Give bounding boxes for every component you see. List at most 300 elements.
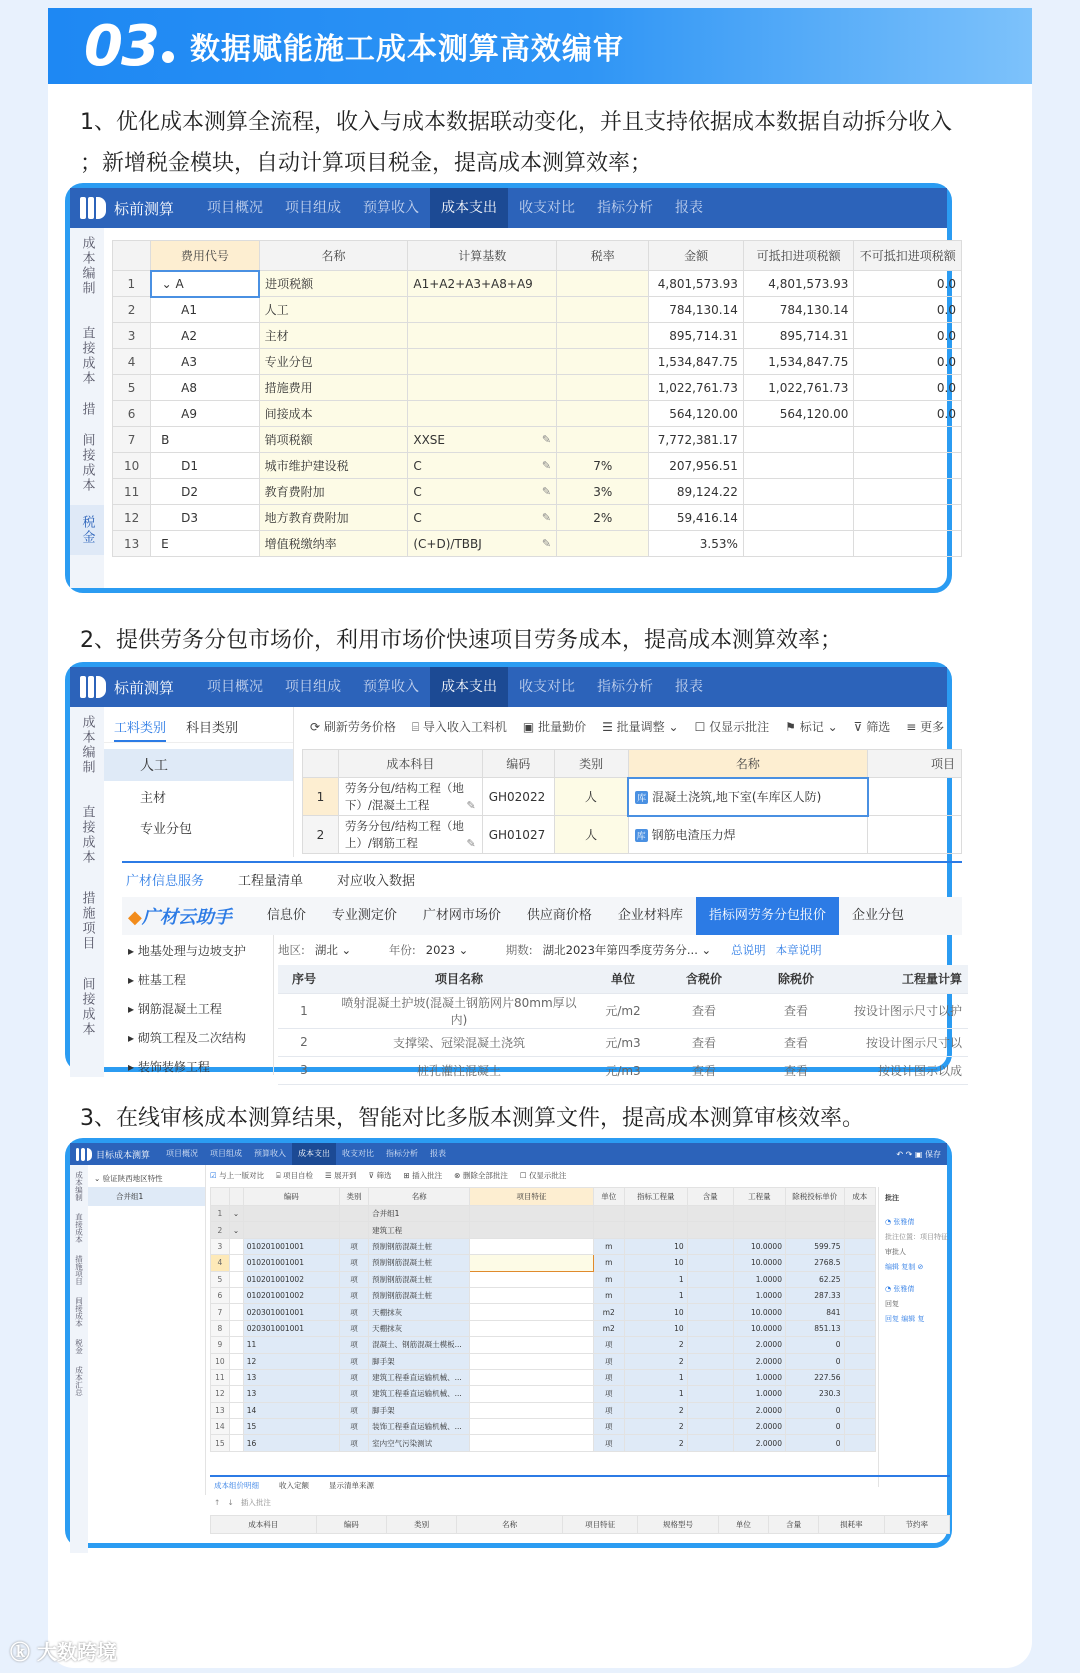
cell[interactable]: 2: [624, 1337, 687, 1353]
cell[interactable]: m: [593, 1287, 624, 1303]
cell-rate[interactable]: 3%: [557, 479, 649, 505]
cell[interactable]: [470, 1271, 593, 1287]
cell-name[interactable]: 专业分包: [259, 349, 408, 375]
edit-icon[interactable]: ✎: [541, 432, 552, 446]
cell[interactable]: [624, 1206, 687, 1222]
cell-deductible[interactable]: [743, 505, 854, 531]
cell[interactable]: 项: [339, 1287, 368, 1303]
side-cost-edit[interactable]: 成本编制: [79, 715, 95, 775]
cell[interactable]: [687, 1222, 733, 1238]
expand-icon[interactable]: [229, 1369, 243, 1385]
cell[interactable]: 010201001001: [243, 1238, 339, 1254]
cell-subject[interactable]: [338, 778, 482, 816]
cell[interactable]: 项: [339, 1320, 368, 1336]
up-icon[interactable]: ↑: [214, 1498, 221, 1507]
cell-rate[interactable]: [557, 427, 649, 453]
cell[interactable]: [844, 1287, 875, 1303]
table-row[interactable]: [113, 479, 962, 505]
cell[interactable]: 室内空气污染测试: [369, 1435, 470, 1451]
table-row[interactable]: [113, 349, 962, 375]
table-row[interactable]: [211, 1304, 876, 1320]
gc-tab[interactable]: 信息价: [266, 908, 306, 923]
table-row[interactable]: [211, 1353, 876, 1369]
filter-button[interactable]: ⊽ 筛选: [853, 719, 891, 734]
cell[interactable]: 项: [339, 1435, 368, 1451]
cell-nondeductible[interactable]: 0.0: [854, 323, 962, 349]
edit-icon[interactable]: ✎: [541, 458, 552, 472]
region-select[interactable]: 湖北 ⌄: [314, 943, 352, 957]
cell[interactable]: 0: [785, 1353, 844, 1369]
cell[interactable]: m2: [593, 1304, 624, 1320]
tab-bill[interactable]: 工程量清单: [238, 873, 304, 889]
cell-deductible[interactable]: 564,120.00: [743, 401, 854, 427]
cell[interactable]: [687, 1271, 733, 1287]
cell-name[interactable]: 间接成本: [259, 401, 408, 427]
side-tax[interactable]: 税金: [70, 505, 104, 555]
cell-code[interactable]: [151, 505, 260, 531]
cell[interactable]: [733, 1222, 785, 1238]
tree-item[interactable]: [122, 993, 273, 1022]
comment-edit-link[interactable]: 编辑: [885, 1263, 899, 1271]
cell[interactable]: 1: [624, 1287, 687, 1303]
cell[interactable]: 020301001001: [243, 1304, 339, 1320]
cell[interactable]: [844, 1386, 875, 1402]
cell[interactable]: [687, 1386, 733, 1402]
cell[interactable]: [470, 1386, 593, 1402]
cell[interactable]: [593, 1222, 624, 1238]
expand-icon[interactable]: [229, 1304, 243, 1320]
table-row[interactable]: [211, 1238, 876, 1254]
cell-deductible[interactable]: [743, 479, 854, 505]
gc-tab[interactable]: 企业材料库: [617, 908, 683, 923]
down-icon[interactable]: ↓: [227, 1498, 234, 1507]
cell[interactable]: m2: [593, 1320, 624, 1336]
cell[interactable]: m: [593, 1238, 624, 1254]
cell[interactable]: 脚手架: [369, 1353, 470, 1369]
cell[interactable]: 599.75: [785, 1238, 844, 1254]
cell[interactable]: 841: [785, 1304, 844, 1320]
year-select[interactable]: 2023 ⌄: [425, 943, 469, 957]
edit-icon[interactable]: ✎: [541, 510, 552, 524]
cell-deductible[interactable]: [743, 427, 854, 453]
cell[interactable]: 项: [339, 1402, 368, 1418]
cell[interactable]: [687, 1353, 733, 1369]
cell[interactable]: 230.3: [785, 1386, 844, 1402]
expand-icon[interactable]: [229, 1386, 243, 1402]
cell[interactable]: 10.0000: [733, 1304, 785, 1320]
table-row[interactable]: [211, 1402, 876, 1418]
category-material[interactable]: 主材: [140, 791, 167, 806]
nav-report[interactable]: 报表: [675, 679, 704, 695]
cell-rate[interactable]: [557, 375, 649, 401]
reply-copy-link[interactable]: 复: [917, 1315, 925, 1323]
cell[interactable]: 13: [243, 1369, 339, 1385]
cell-rate[interactable]: [557, 401, 649, 427]
toolbar-item[interactable]: [403, 1170, 442, 1181]
cell[interactable]: 2: [624, 1435, 687, 1451]
cell-code[interactable]: [151, 271, 260, 297]
cell-nondeductible[interactable]: [854, 479, 962, 505]
cell-nondeductible[interactable]: 0.0: [854, 271, 962, 297]
table-row[interactable]: [303, 778, 962, 816]
nav-item[interactable]: 指标分析: [386, 1149, 419, 1158]
side-item[interactable]: 成本汇总: [74, 1366, 84, 1396]
cell-nondeductible[interactable]: [854, 427, 962, 453]
cell[interactable]: [470, 1435, 593, 1451]
expand-icon[interactable]: [229, 1320, 243, 1336]
nav-item[interactable]: 项目概况: [166, 1149, 199, 1158]
cell[interactable]: [785, 1206, 844, 1222]
cell-nondeductible[interactable]: [854, 505, 962, 531]
cell-project[interactable]: [868, 778, 962, 816]
table-row[interactable]: [113, 375, 962, 401]
cell-base[interactable]: [408, 297, 557, 323]
cell[interactable]: 项: [339, 1337, 368, 1353]
cell[interactable]: 2.0000: [733, 1353, 785, 1369]
cell[interactable]: m: [593, 1271, 624, 1287]
cell[interactable]: [470, 1255, 593, 1271]
nav-item[interactable]: 成本支出: [292, 1143, 336, 1165]
cell[interactable]: 建筑工程垂直运输机械、...: [369, 1386, 470, 1402]
cell[interactable]: [844, 1337, 875, 1353]
reply-edit-link[interactable]: 编辑: [901, 1315, 916, 1323]
cell[interactable]: 2.0000: [733, 1419, 785, 1435]
table-row[interactable]: [113, 297, 962, 323]
expand-icon[interactable]: [229, 1337, 243, 1353]
more-button[interactable]: ≡ 更多: [906, 719, 945, 734]
side-measure[interactable]: 措: [79, 402, 95, 417]
cell-rate[interactable]: [557, 297, 649, 323]
nav-item[interactable]: 预算收入: [254, 1149, 287, 1158]
table-row[interactable]: [113, 401, 962, 427]
cell[interactable]: 10: [624, 1238, 687, 1254]
side-cost-edit[interactable]: 成本编制: [79, 236, 95, 296]
toolbar-item[interactable]: [210, 1170, 264, 1181]
tab-subject-category[interactable]: 科目类别: [186, 721, 239, 736]
cell[interactable]: [339, 1222, 368, 1238]
cell-deductible[interactable]: 895,714.31: [743, 323, 854, 349]
cell-name[interactable]: 进项税额: [259, 271, 408, 297]
cell[interactable]: 项: [593, 1435, 624, 1451]
cell-nondeductible[interactable]: 0.0: [854, 401, 962, 427]
table-row[interactable]: [113, 453, 962, 479]
cell-amount[interactable]: 895,714.31: [649, 323, 743, 349]
cell[interactable]: [844, 1435, 875, 1451]
expand-icon[interactable]: [229, 1287, 243, 1303]
cell-code[interactable]: [151, 375, 260, 401]
chapter-desc-link[interactable]: 本章说明: [775, 943, 822, 957]
cell[interactable]: 脚手架: [369, 1402, 470, 1418]
cell[interactable]: 预制钢筋混凝土桩: [369, 1271, 470, 1287]
edit-icon[interactable]: ✎: [466, 798, 476, 812]
cell[interactable]: 1: [624, 1369, 687, 1385]
cell[interactable]: 项: [593, 1337, 624, 1353]
cell-base[interactable]: [408, 531, 557, 557]
cell[interactable]: [470, 1353, 593, 1369]
cell[interactable]: [624, 1222, 687, 1238]
cell-rate[interactable]: 7%: [557, 453, 649, 479]
view-notax-price-link[interactable]: 查看: [750, 993, 842, 1028]
category-labor[interactable]: 人工: [104, 749, 293, 781]
cell[interactable]: 预制钢筋混凝土桩: [369, 1238, 470, 1254]
cell[interactable]: [687, 1320, 733, 1336]
expand-icon[interactable]: ⌄: [229, 1222, 243, 1238]
tree-root[interactable]: ⌄ 验证陕西地区特性: [94, 1174, 163, 1183]
nav-indicator[interactable]: 指标分析: [597, 200, 654, 216]
cell-subject[interactable]: [338, 816, 482, 854]
gc-tab[interactable]: 广材网市场价: [422, 908, 501, 923]
cell-code[interactable]: [151, 401, 260, 427]
cell[interactable]: [470, 1222, 593, 1238]
cell-base[interactable]: [408, 375, 557, 401]
gc-tab[interactable]: 专业测定价: [331, 908, 397, 923]
nav-report[interactable]: 报表: [675, 200, 704, 216]
table-row[interactable]: [113, 271, 962, 297]
expand-icon[interactable]: [229, 1238, 243, 1254]
nav-overview[interactable]: 项目概况: [207, 679, 264, 695]
toolbar-item[interactable]: [454, 1170, 508, 1181]
cell-name[interactable]: [628, 778, 868, 816]
cell[interactable]: 2.0000: [733, 1435, 785, 1451]
toolbar-item[interactable]: [369, 1170, 392, 1181]
tree-item[interactable]: [122, 964, 273, 993]
table-row[interactable]: [278, 1056, 968, 1084]
cell[interactable]: 62.25: [785, 1271, 844, 1287]
edit-icon[interactable]: ✎: [466, 836, 476, 850]
cell[interactable]: 13: [243, 1386, 339, 1402]
cell[interactable]: 0: [785, 1435, 844, 1451]
cell[interactable]: 预制钢筋混凝土桩: [369, 1255, 470, 1271]
cell-base[interactable]: [408, 323, 557, 349]
cell-amount[interactable]: 1,022,761.73: [649, 375, 743, 401]
cell-code[interactable]: [151, 323, 260, 349]
cell-name[interactable]: 销项税额: [259, 427, 408, 453]
refresh-labor-price-button[interactable]: ⟳ 刷新劳务价格: [310, 719, 396, 734]
cell[interactable]: 预制钢筋混凝土桩: [369, 1287, 470, 1303]
tree-item[interactable]: [122, 935, 273, 964]
cell-rate[interactable]: [557, 323, 649, 349]
cell-amount[interactable]: 1,534,847.75: [649, 349, 743, 375]
cell[interactable]: 10.0000: [733, 1255, 785, 1271]
cell-base[interactable]: [408, 453, 557, 479]
cell[interactable]: [243, 1222, 339, 1238]
cell[interactable]: 项: [339, 1353, 368, 1369]
cell[interactable]: m: [593, 1255, 624, 1271]
side-indirect-cost[interactable]: 间接成本: [79, 977, 95, 1037]
side-item[interactable]: 直接成本: [74, 1213, 84, 1243]
cell[interactable]: [844, 1353, 875, 1369]
cell[interactable]: 227.56: [785, 1369, 844, 1385]
table-row[interactable]: [303, 816, 962, 854]
cell[interactable]: [844, 1369, 875, 1385]
cell-code[interactable]: [151, 479, 260, 505]
cell[interactable]: 1.0000: [733, 1369, 785, 1385]
cell[interactable]: [470, 1238, 593, 1254]
cell-amount[interactable]: 89,124.22: [649, 479, 743, 505]
table-row[interactable]: [211, 1206, 876, 1222]
view-tax-price-link[interactable]: 查看: [658, 993, 750, 1028]
cell-nondeductible[interactable]: 0.0: [854, 375, 962, 401]
expand-icon[interactable]: [229, 1353, 243, 1369]
cell[interactable]: 1.0000: [733, 1271, 785, 1287]
edit-icon[interactable]: ✎: [541, 536, 552, 550]
cell[interactable]: 合并组1: [369, 1206, 470, 1222]
cell[interactable]: 2: [624, 1419, 687, 1435]
cell-amount[interactable]: 3.53%: [649, 531, 743, 557]
cell[interactable]: 1.0000: [733, 1386, 785, 1402]
table-row[interactable]: [211, 1222, 876, 1238]
cell[interactable]: [844, 1222, 875, 1238]
cell-amount[interactable]: 784,130.14: [649, 297, 743, 323]
side-direct-cost[interactable]: 直接成本: [79, 326, 95, 386]
cell[interactable]: 14: [243, 1402, 339, 1418]
cell-code[interactable]: GH01027: [482, 816, 554, 854]
expand-icon[interactable]: ▸: [128, 1031, 138, 1045]
insert-comment-button[interactable]: 插入批注: [240, 1498, 271, 1507]
cell[interactable]: [844, 1419, 875, 1435]
cell-base[interactable]: [408, 479, 557, 505]
cell[interactable]: [470, 1320, 593, 1336]
cell-name[interactable]: 教育费附加: [259, 479, 408, 505]
cell-amount[interactable]: 4,801,573.93: [649, 271, 743, 297]
table-row[interactable]: [211, 1320, 876, 1336]
cell-nondeductible[interactable]: 0.0: [854, 349, 962, 375]
cell[interactable]: 项: [593, 1369, 624, 1385]
table-row[interactable]: [278, 1028, 968, 1056]
table-row[interactable]: [211, 1255, 876, 1271]
cell[interactable]: 项: [593, 1386, 624, 1402]
cell-rate[interactable]: [557, 349, 649, 375]
cell-code[interactable]: GH02022: [482, 778, 554, 816]
table-row[interactable]: [211, 1369, 876, 1385]
cell[interactable]: 10: [624, 1255, 687, 1271]
batch-price-button[interactable]: ▣ 批量勤价: [522, 719, 587, 734]
cell[interactable]: [687, 1435, 733, 1451]
cell-rate[interactable]: 2%: [557, 505, 649, 531]
cell[interactable]: [844, 1320, 875, 1336]
cell[interactable]: 851.13: [785, 1320, 844, 1336]
side-item[interactable]: 措施项目: [74, 1255, 84, 1285]
cell-nondeductible[interactable]: [854, 453, 962, 479]
general-desc-link[interactable]: 总说明: [731, 943, 766, 957]
tab-material-category[interactable]: 工料类别: [114, 717, 166, 742]
comment-copy-link[interactable]: 复制: [901, 1263, 916, 1271]
nav-item[interactable]: 报表: [430, 1149, 447, 1158]
cell[interactable]: 10.0000: [733, 1320, 785, 1336]
cell[interactable]: [470, 1369, 593, 1385]
nav-overview[interactable]: 项目概况: [207, 200, 264, 216]
cell[interactable]: 项: [593, 1419, 624, 1435]
table-row[interactable]: [113, 531, 962, 557]
cell[interactable]: [687, 1238, 733, 1254]
cell-type[interactable]: 人: [554, 778, 628, 816]
cell-code[interactable]: [151, 531, 260, 557]
redo-icon[interactable]: ↷: [905, 1149, 913, 1159]
show-comments-checkbox[interactable]: ☐ 仅显示批注: [694, 719, 770, 734]
cell[interactable]: 项: [339, 1271, 368, 1287]
cell[interactable]: [470, 1206, 593, 1222]
cell[interactable]: [687, 1287, 733, 1303]
expand-icon[interactable]: ▸: [128, 973, 138, 987]
table-row[interactable]: [211, 1419, 876, 1435]
mark-button[interactable]: ⚑ 标记 ⌄: [785, 719, 838, 734]
cell[interactable]: [593, 1206, 624, 1222]
cell[interactable]: [785, 1222, 844, 1238]
view-notax-price-link[interactable]: 查看: [750, 1056, 842, 1084]
cell[interactable]: 010201001001: [243, 1255, 339, 1271]
table-row[interactable]: [113, 323, 962, 349]
cell[interactable]: 天棚抹灰: [369, 1320, 470, 1336]
expand-icon[interactable]: ▸: [128, 1002, 138, 1016]
view-tax-price-link[interactable]: 查看: [658, 1056, 750, 1084]
cell-base[interactable]: [408, 271, 557, 297]
nav-cost-expense[interactable]: 成本支出: [430, 188, 508, 228]
nav-item[interactable]: 收支对比: [342, 1149, 375, 1158]
side-indirect-cost[interactable]: 间接成本: [79, 433, 95, 493]
collapse-icon[interactable]: ⌄: [161, 276, 176, 291]
cell[interactable]: 2.0000: [733, 1402, 785, 1418]
period-select[interactable]: 湖北2023年第四季度劳务分... ⌄: [542, 943, 712, 957]
cell[interactable]: 项: [339, 1386, 368, 1402]
edit-icon[interactable]: ✎: [541, 484, 552, 498]
table-row[interactable]: [278, 993, 968, 1028]
cell-name[interactable]: 主材: [259, 323, 408, 349]
cell[interactable]: 1: [624, 1386, 687, 1402]
view-tax-price-link[interactable]: 查看: [658, 1028, 750, 1056]
cell[interactable]: 2: [624, 1353, 687, 1369]
nav-budget-income[interactable]: 预算收入: [363, 200, 420, 216]
cell[interactable]: 项: [339, 1255, 368, 1271]
expand-icon[interactable]: [229, 1255, 243, 1271]
cell[interactable]: 天棚抹灰: [369, 1304, 470, 1320]
table-row[interactable]: [211, 1386, 876, 1402]
cell[interactable]: [844, 1271, 875, 1287]
cell[interactable]: [733, 1206, 785, 1222]
cell-base[interactable]: [408, 401, 557, 427]
cell[interactable]: 11: [243, 1337, 339, 1353]
cell[interactable]: [687, 1419, 733, 1435]
tab-income-quota[interactable]: 收入定额: [279, 1480, 309, 1490]
cell[interactable]: 混凝土、钢筋混凝土模板...: [369, 1337, 470, 1353]
cell[interactable]: 010201001002: [243, 1271, 339, 1287]
gc-tab[interactable]: 企业分包: [851, 908, 904, 923]
tree-item[interactable]: [122, 1051, 273, 1080]
tree-item[interactable]: [122, 1022, 273, 1051]
cell[interactable]: 10.0000: [733, 1238, 785, 1254]
expand-icon[interactable]: [229, 1435, 243, 1451]
cell[interactable]: 项: [339, 1238, 368, 1254]
nav-compare[interactable]: 收支对比: [519, 679, 576, 695]
cell-type[interactable]: 人: [554, 816, 628, 854]
tab-show-source[interactable]: 显示清单来源: [329, 1480, 374, 1490]
reply-link[interactable]: 回复: [885, 1315, 899, 1323]
cell[interactable]: 2: [624, 1402, 687, 1418]
cell[interactable]: 1: [624, 1271, 687, 1287]
cell-amount[interactable]: 59,416.14: [649, 505, 743, 531]
cell-rate[interactable]: [557, 531, 649, 557]
toolbar-item[interactable]: [276, 1170, 313, 1181]
cell-amount[interactable]: 207,956.51: [649, 453, 743, 479]
side-direct-cost[interactable]: 直接成本: [79, 805, 95, 865]
cell[interactable]: 0: [785, 1419, 844, 1435]
cell-deductible[interactable]: [743, 453, 854, 479]
cell-deductible[interactable]: 4,801,573.93: [743, 271, 854, 297]
expand-icon[interactable]: ⌄: [229, 1206, 243, 1222]
expand-icon[interactable]: ▸: [128, 1060, 138, 1074]
table-row[interactable]: [211, 1271, 876, 1287]
table-row[interactable]: [211, 1435, 876, 1451]
cell[interactable]: [470, 1402, 593, 1418]
